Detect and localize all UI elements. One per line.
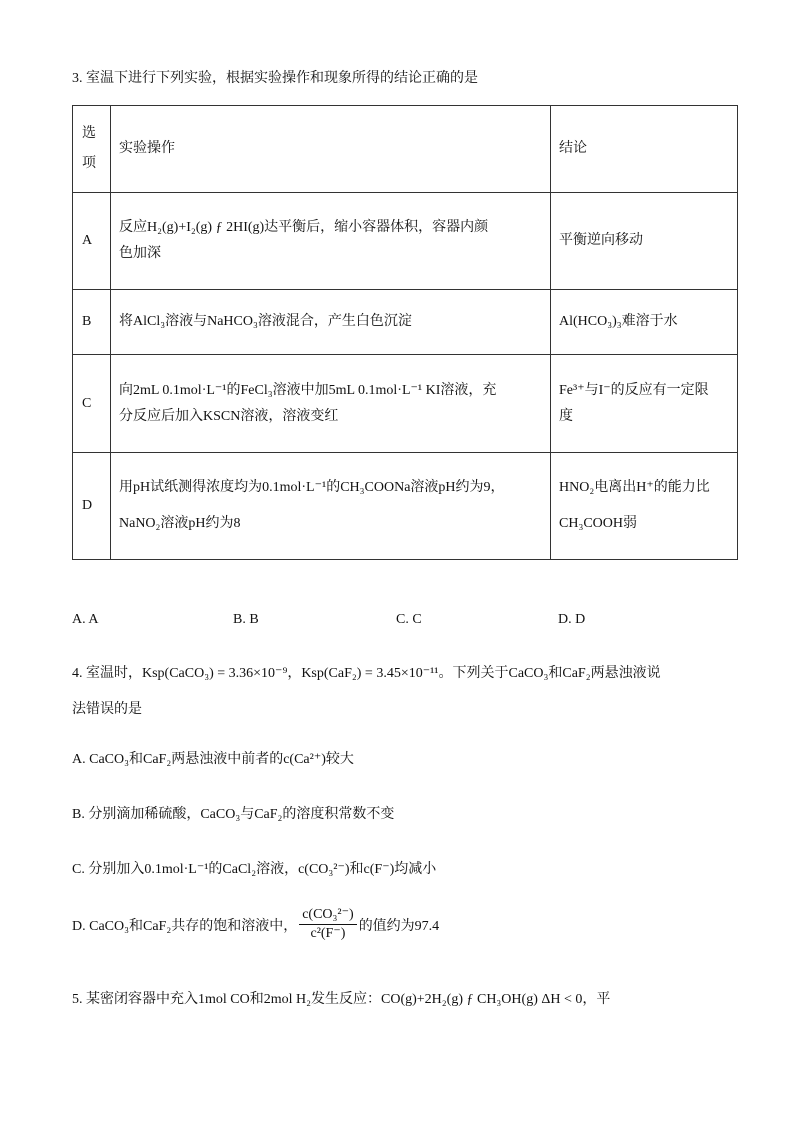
q4-option-a[interactable]: A. CaCO₃和CaF₂两悬浊液中前者的c(Ca²⁺)较大 [72, 752, 354, 767]
row-operation: 用pH试纸测得浓度均为0.1mol·L⁻¹的CH₃COONa溶液pH约为9， NaNO₂溶液pH约为8 [111, 453, 551, 560]
q4-option-c[interactable]: C. 分别加入0.1mol·L⁻¹的CaCl₂溶液，c(CO₃²⁻)和c(F⁻)均减小 [72, 862, 437, 877]
fraction-denominator: c²(F⁻) [310, 926, 346, 941]
q3-table [72, 105, 738, 560]
fraction-numerator: c(CO₃²⁻) [299, 906, 356, 925]
row-operation: 向2mL 0.1mol·L⁻¹的FeCl₃溶液中加5mL 0.1mol·L⁻¹ KI溶液，充 分反应后加入KSCN溶液，溶液变红 [111, 355, 551, 453]
q3-stem: 3. 室温下进行下列实验，根据实验操作和现象所得的结论正确的是 [72, 71, 478, 86]
q4-option-d-fraction [299, 906, 356, 943]
row-conclusion: 平衡逆向移动 [551, 193, 738, 290]
table-row [73, 355, 738, 453]
q4-stem-line1: 4. 室温时，Ksp(CaCO₃) = 3.36×10⁻⁹，Ksp(CaF₂) = 3.45×10⁻¹¹。下列关于CaCO₃和CaF₂两悬浊液说 [72, 666, 661, 681]
q3-choice-d[interactable]: D. D [558, 612, 586, 627]
q3-choice-c[interactable]: C. C [396, 612, 422, 627]
table-row [73, 290, 738, 355]
row-option: D [73, 453, 111, 560]
table-row [73, 453, 738, 560]
row-operation: 将AlCl₃溶液与NaHCO₃溶液混合，产生白色沉淀 [111, 290, 551, 355]
row-conclusion: Al(HCO₃)₃难溶于水 [551, 290, 738, 355]
q3-choice-b[interactable]: B. B [233, 612, 259, 627]
row-option: A [73, 193, 111, 290]
row-conclusion: Fe³⁺与I⁻的反应有一定限 度 [551, 355, 738, 453]
header-option: 选项 [73, 106, 111, 193]
header-conclusion: 结论 [551, 106, 738, 193]
table-row [73, 193, 738, 290]
row-option: C [73, 355, 111, 453]
q3-choice-a[interactable]: A. A [72, 612, 99, 627]
q4-option-d[interactable] [72, 906, 439, 943]
row-option: B [73, 290, 111, 355]
q4-option-b[interactable]: B. 分别滴加稀硫酸，CaCO₃与CaF₂的溶度积常数不变 [72, 807, 395, 822]
table-header-row [73, 106, 738, 193]
q4-stem-line2: 法错误的是 [72, 702, 142, 717]
header-operation: 实验操作 [111, 106, 551, 193]
row-operation: 反应H₂(g)+I₂(g) ƒ 2HI(g)达平衡后，缩小容器体积，容器内颜 色加深 [111, 193, 551, 290]
q4-option-d-prefix: D. CaCO₃和CaF₂共存的饱和溶液中， [72, 918, 298, 934]
q4-option-d-suffix: 的值约为97.4 [358, 918, 440, 934]
row-conclusion: HNO₂电离出H⁺的能力比 CH₃COOH弱 [551, 453, 738, 560]
q5-stem: 5. 某密闭容器中充入1mol CO和2mol H₂发生反应：CO(g)+2H₂(g) ƒ CH₃OH(g) ΔH < 0，平 [72, 992, 611, 1007]
